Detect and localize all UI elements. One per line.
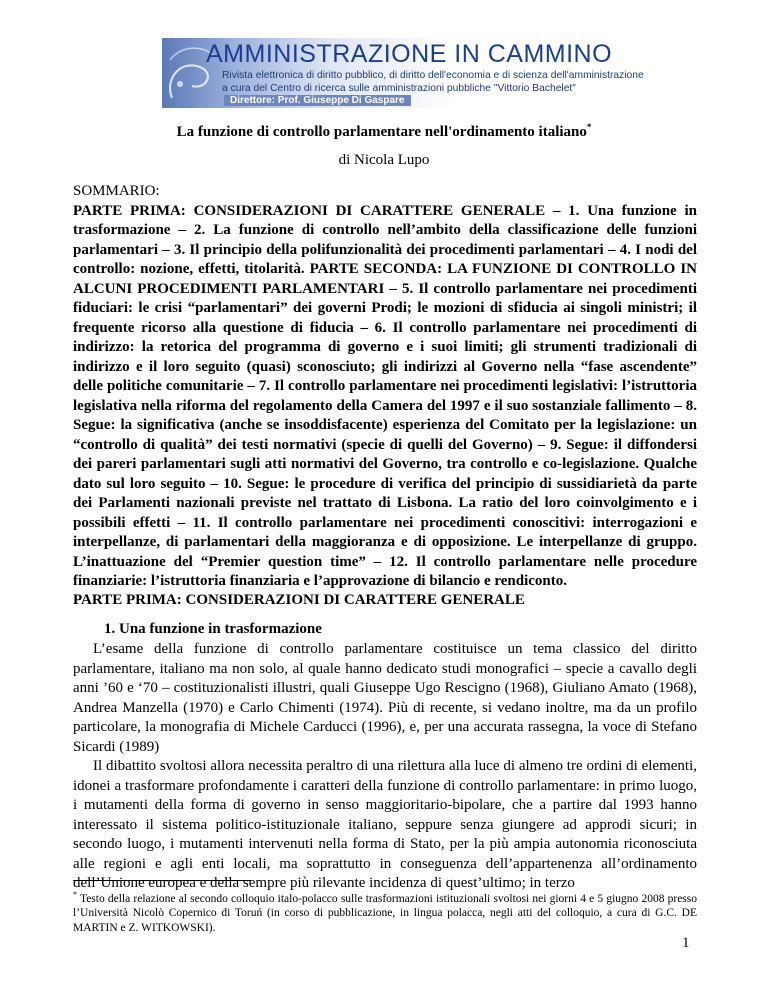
footnote (73, 888, 697, 935)
body-paragraph-1: L’esame della funzione di controllo parlamentare costituisce un tema classico del diritto parlamentare, italiano ma non solo, al quale hanno dedicato studi monografici – specie a cavallo degli anni ’60 e ‘70 – costituzionalisti illustri, quali Giuseppe Ugo Rescigno (1968), Giuliano Amato (1968), Andrea Manzella (1970) e Carlo Chimenti (1974). Più di recente, si vedano inoltre, ma da un profilo particolare, la monografia di Michele Carducci (1996), e, per una accurata rassegna, la voce di Stefano Sicardi (1989) (73, 641, 697, 755)
footnote-divider (73, 880, 251, 881)
body-text (73, 640, 697, 894)
body-paragraph-2: Il dibattito svoltosi allora necessita peraltro di una rilettura alla luce di almeno tre ordini di elementi, idonei a trasformare profondamente i caratteri della funzione di controllo parlamentare: in primo luogo, i mutamenti della forma di governo in senso maggioritario-bipolare, che a partire dal 1993 hanno interessato il sistema politico-istituzionale italiano, seppure senza giungere ad approdi sicuri; in secondo luogo, i mutamenti intervenuti nella forma di Stato, per la più ampia autonomia riconosciuta alle regioni e agli enti locali, ma soprattutto in conseguenza dell’appartenenza all’ordinamento dell’Unione europea e della sempre più rilevante incidenza di quest’ultimo; in terzo (73, 758, 697, 891)
summary-label: SOMMARIO: (73, 183, 160, 199)
journal-banner (162, 38, 644, 108)
document-title (0, 122, 768, 141)
section-heading: PARTE PRIMA: CONSIDERAZIONI DI CARATTERE GENERALE (73, 592, 525, 608)
footnote-marker: * (73, 890, 77, 899)
journal-subtitle-line2: a cura del Centro di ricerca sulle amministrazioni pubbliche "Vittorio Bachelet" (222, 83, 576, 94)
journal-title: AMMINISTRAZIONE IN CAMMINO (206, 40, 613, 68)
summary-text: PARTE PRIMA: CONSIDERAZIONI DI CARATTERE GENERALE – 1. Una funzione in trasformazione – 2. La funzione di controllo nell’ambito della classificazione delle funzioni parlamentari – 3. Il principio della polifunzionalità dei procedimenti parlamentari – 4. I nodi del controllo: nozione, effetti, titolarità. PARTE SECONDA: LA FUNZIONE DI CONTROLLO IN ALCUNI PROCEDIMENTI PARLAMENTARI – 5. Il controllo parlamentare nei procedimenti fiduciari: le crisi “parlamentari” dei governi Prodi; le mozioni di sfiducia ai singoli ministri; il frequente ricorso alla questione di fiducia – 6. Il controllo parlamentare nei procedimenti di indirizzo: la retorica del programma di governo e i suoi limiti; gli strumenti tradizionali di indirizzo e il loro seguito (quasi) sconosciuto; gli indirizzi al Governo nella “fase ascendente” delle politiche comunitarie – 7. Il controllo parlamentare nei procedimenti legislativi: l’istruttoria legislativa nella riforma del regolamento della Camera del 1997 e il suo sostanziale fallimento – 8. Segue: la significativa (anche se insoddisfacente) esperienza del Comitato per la legislazione: un “controllo di qualità” dei testi normativi (specie di quelli del Governo) – 9. Segue: il diffondersi dei pareri parlamentari sugli atti normativi del Governo, tra controllo e co-legislazione. Qualche dato sul loro seguito – 10. Segue: le procedure di verifica del principio di sussidiarietà da parte dei Parlamenti nazionali previste nel trattato di Lisbona. La ratio del loro coinvolgimento e i possibili effetti – 11. Il controllo parlamentare nei procedimenti conoscitivi: interrogazioni e interpellanze, di parlamentari della maggioranza e di opposizione. Le interpellanze di gruppo. L’inattuazione del “Premier question time” – 12. Il controllo parlamentare nelle procedure finanziarie: l’istruttoria finanziaria e l’approvazione di bilancio e rendiconto. (73, 202, 697, 589)
title-footnote-marker: * (586, 122, 592, 132)
subsection-heading: 1. Una funzione in trasformazione (104, 621, 322, 637)
summary-block (73, 182, 697, 592)
journal-director: Direttore: Prof. Giuseppe Di Gaspare (224, 95, 411, 106)
journal-subtitle-line1: Rivista elettronica di diritto pubblico, di diritto dell'economia e di scienza dell'amministrazione (222, 70, 644, 81)
page-number: 1 (682, 935, 690, 951)
document-author: di Nicola Lupo (338, 152, 430, 168)
document-title-text: La funzione di controllo parlamentare nell'ordinamento italiano (176, 124, 587, 140)
footnote-text: Testo della relazione al secondo colloquio italo-polacco sulle trasformazioni istituzionali svoltosi nei giorni 4 e 5 giugno 2008 presso l’Università Nicolò Copernico di Toruń (in corso di pubblicazione, in lingua polacca, negli atti del colloquio, a cura di G.C. DE MARTIN e Z. WITKOWSKI). (73, 892, 697, 934)
